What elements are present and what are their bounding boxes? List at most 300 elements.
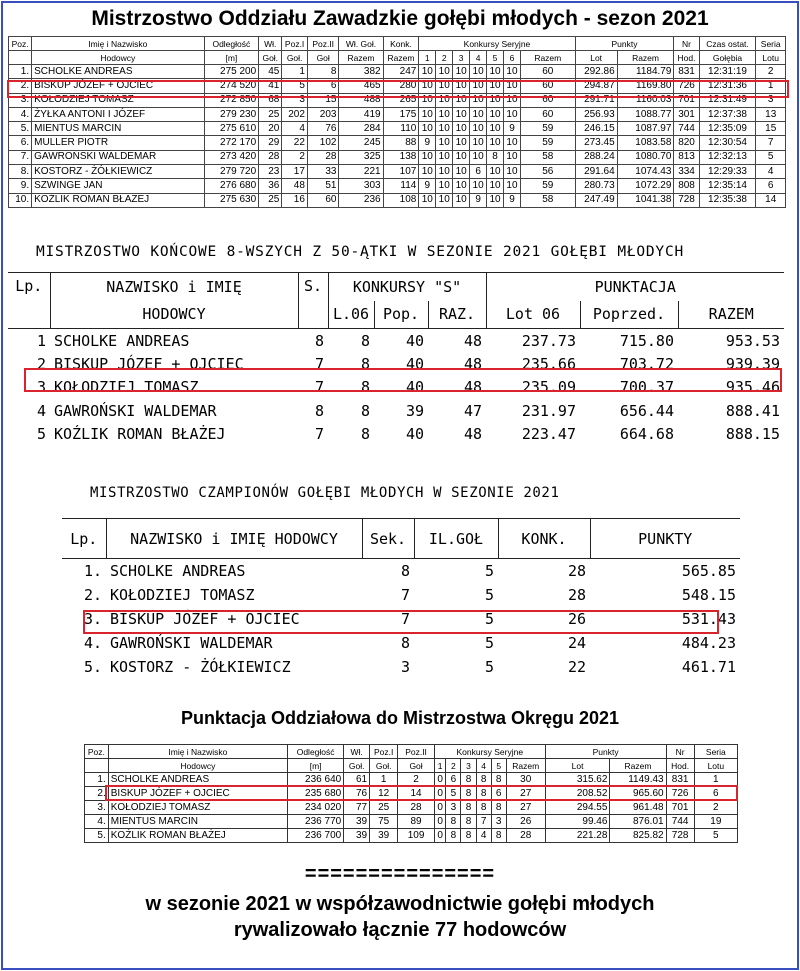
table-row bbox=[62, 559, 740, 583]
cell-poz2: 14 bbox=[398, 787, 435, 801]
cell-poz1: 75 bbox=[370, 815, 398, 829]
th-s6: 6 bbox=[504, 51, 521, 65]
table-oddzial bbox=[8, 36, 786, 208]
th2-raz: RAZ. bbox=[428, 301, 486, 329]
separator-line: =============== bbox=[304, 863, 496, 885]
cell-breeder-name: BISKUP JÓZEF + OJCIEC bbox=[108, 787, 287, 801]
cell-seria: 19 bbox=[694, 815, 737, 829]
cell-nr: 831 bbox=[674, 65, 699, 79]
cell-series-1: 9 bbox=[419, 179, 436, 193]
cell-punkty: 531.43 bbox=[681, 609, 736, 628]
th-empty bbox=[9, 51, 32, 65]
cell-lp: 3. bbox=[83, 609, 102, 628]
cell-series-total: 60 bbox=[520, 93, 575, 107]
cell-lot: 292.86 bbox=[575, 65, 617, 79]
cell-distance: 236 770 bbox=[288, 815, 344, 829]
cell-razem: 935.46 bbox=[725, 378, 780, 397]
cell-series-1: 10 bbox=[419, 93, 436, 107]
cell-konk: 108 bbox=[383, 193, 419, 207]
cell-nr: 831 bbox=[666, 773, 694, 787]
cell-punkty: 565.85 bbox=[681, 561, 736, 580]
th-odl: Odległość bbox=[204, 37, 259, 51]
table-row bbox=[9, 65, 786, 79]
cell-points-total: 1083.58 bbox=[617, 136, 674, 150]
cell-series-total: 27 bbox=[506, 787, 545, 801]
cell-nr: 301 bbox=[674, 107, 699, 121]
cell-series-1: 9 bbox=[419, 136, 436, 150]
cell-ilgol: 5 bbox=[484, 633, 494, 652]
cell-series-5: 10 bbox=[487, 179, 504, 193]
cell-nr: 813 bbox=[674, 150, 699, 164]
cell-poprzed: 703.72 bbox=[619, 354, 674, 373]
th-czas: Czas ostat. bbox=[699, 37, 756, 51]
cell-time: 12:31:49 bbox=[699, 93, 756, 107]
th4-imie: Imię i Nazwisko bbox=[108, 745, 287, 759]
cell-series-2: 10 bbox=[436, 165, 453, 179]
cell-distance: 275 630 bbox=[204, 193, 259, 207]
cell-points-total: 1160.03 bbox=[617, 93, 674, 107]
cell-points-total: 1184.79 bbox=[617, 65, 674, 79]
cell-konk: 24 bbox=[567, 633, 586, 652]
cell-seria: 4 bbox=[756, 165, 786, 179]
cell-series-5: 10 bbox=[487, 107, 504, 121]
cell-konk: 26 bbox=[567, 609, 586, 628]
table-row bbox=[85, 773, 738, 787]
cell-series-5: 10 bbox=[487, 122, 504, 136]
cell-pos: 2. bbox=[9, 79, 32, 93]
cell-wlgol: 325 bbox=[339, 150, 383, 164]
cell-l06: 8 bbox=[360, 331, 370, 350]
th-punkty: Punkty bbox=[575, 37, 674, 51]
cell-konk: 28 bbox=[567, 585, 586, 604]
table-row bbox=[8, 399, 784, 423]
cell-s: 8 bbox=[314, 401, 324, 420]
th4-wl: Wł. bbox=[344, 745, 370, 759]
cell-points-total: 1149.43 bbox=[610, 773, 666, 787]
cell-poz2: 15 bbox=[307, 93, 339, 107]
cell-series-3: 10 bbox=[453, 136, 470, 150]
cell-series-3: 10 bbox=[453, 107, 470, 121]
cell-series-total: 56 bbox=[520, 165, 575, 179]
cell-distance: 234 020 bbox=[288, 801, 344, 815]
cell-konk: 175 bbox=[383, 107, 419, 121]
cell-series-1: 10 bbox=[419, 122, 436, 136]
th3-sek: Sek. bbox=[362, 519, 414, 559]
cell-nr: 701 bbox=[666, 801, 694, 815]
footer-text-line2: rywalizowało łącznie 77 hodowców bbox=[233, 919, 567, 941]
cell-pos: 8. bbox=[9, 165, 32, 179]
cell-l06: 8 bbox=[360, 401, 370, 420]
cell-breeder-name: SCHOLKE ANDREAS bbox=[54, 331, 190, 350]
cell-poz2: 109 bbox=[398, 829, 435, 843]
cell-distance: 273 420 bbox=[204, 150, 259, 164]
table-mistrzostwo-koncowe bbox=[8, 272, 784, 446]
cell-series-2: 10 bbox=[436, 107, 453, 121]
cell-seria: 1 bbox=[756, 79, 786, 93]
cell-breeder-name: SCHOLKE ANDREAS bbox=[110, 561, 246, 580]
cell-series-5: 8 bbox=[491, 829, 506, 843]
table-row bbox=[62, 655, 740, 679]
table-punktacja-oddzialowa bbox=[84, 744, 738, 843]
th2-poprz: Poprzed. bbox=[580, 301, 678, 329]
cell-series-2: 10 bbox=[436, 179, 453, 193]
cell-poz2: 6 bbox=[307, 79, 339, 93]
footer-text-line1: w sezonie 2021 w współzawodnictwie gołębi młodych bbox=[145, 893, 655, 915]
cell-series-5: 10 bbox=[487, 165, 504, 179]
cell-series-2: 10 bbox=[436, 79, 453, 93]
cell-sek: 3 bbox=[400, 657, 410, 676]
cell-distance: 275 200 bbox=[204, 65, 259, 79]
cell-series-5: 10 bbox=[487, 65, 504, 79]
cell-series-1: 10 bbox=[419, 193, 436, 207]
cell-breeder-name: KOŁODZIEJ TOMASZ bbox=[108, 801, 287, 815]
th2-naz2: HODOWCY bbox=[50, 301, 298, 329]
cell-seria: 7 bbox=[756, 136, 786, 150]
cell-series-3: 10 bbox=[453, 65, 470, 79]
table-row bbox=[9, 93, 786, 107]
cell-series-total: 59 bbox=[520, 122, 575, 136]
th-poz2-unit: Goł bbox=[307, 51, 339, 65]
cell-konk: 138 bbox=[383, 150, 419, 164]
th-srazem: Razem bbox=[520, 51, 575, 65]
cell-pop: 40 bbox=[405, 331, 424, 350]
cell-series-4: 10 bbox=[470, 179, 487, 193]
cell-breeder-name: GAWROŃSKI WALDEMAR bbox=[32, 150, 204, 164]
th4-prazem: Razem bbox=[610, 759, 666, 773]
table-row bbox=[9, 150, 786, 164]
th4-s1: 1 bbox=[434, 759, 445, 773]
cell-seria: 3 bbox=[756, 93, 786, 107]
cell-lp: 2 bbox=[36, 354, 46, 373]
th-hodowcy: Hodowcy bbox=[32, 51, 204, 65]
cell-ilgol: 5 bbox=[484, 585, 494, 604]
cell-nr: 726 bbox=[666, 787, 694, 801]
cell-series-4: 8 bbox=[476, 773, 491, 787]
cell-poz1: 39 bbox=[370, 829, 398, 843]
th-wlgol-unit: Razem bbox=[339, 51, 383, 65]
cell-series-5: 6 bbox=[491, 787, 506, 801]
th2-lot: Lot 06 bbox=[486, 301, 580, 329]
cell-series-total: 59 bbox=[520, 136, 575, 150]
t2-title: MISTRZOSTWO KOŃCOWE 8-WSZYCH Z 50-ĄTKI W SEZONIE 2021 GOŁĘBI MŁODYCH bbox=[36, 244, 685, 260]
table-row bbox=[8, 329, 784, 353]
cell-poz2: 76 bbox=[307, 122, 339, 136]
cell-wl: 25 bbox=[259, 193, 282, 207]
cell-pos: 5. bbox=[85, 829, 109, 843]
cell-breeder-name: KOŹLIK ROMAN BŁAŻEJ bbox=[108, 829, 287, 843]
th-s4: 4 bbox=[470, 51, 487, 65]
section-title-okreg: Punktacja Oddziałowa do Mistrzostwa Okręgu 2021 bbox=[180, 708, 620, 728]
cell-konk: 265 bbox=[383, 93, 419, 107]
cell-pos: 4. bbox=[85, 815, 109, 829]
cell-pos: 7. bbox=[9, 150, 32, 164]
cell-points-total: 1072.29 bbox=[617, 179, 674, 193]
cell-points-total: 965.60 bbox=[610, 787, 666, 801]
cell-pos: 2. bbox=[85, 787, 109, 801]
cell-seria: 5 bbox=[694, 829, 737, 843]
cell-series-6: 10 bbox=[504, 79, 521, 93]
cell-poz1: 22 bbox=[282, 136, 308, 150]
cell-konk: 110 bbox=[383, 122, 419, 136]
cell-lot: 291.71 bbox=[575, 93, 617, 107]
cell-series-2: 10 bbox=[436, 93, 453, 107]
cell-nr: 744 bbox=[666, 815, 694, 829]
cell-nr: 728 bbox=[666, 829, 694, 843]
cell-raz: 47 bbox=[463, 401, 482, 420]
cell-wl: 20 bbox=[259, 122, 282, 136]
th-poz1-unit: Goł. bbox=[282, 51, 308, 65]
cell-breeder-name: BISKUP JÓZEF + OJCIEC bbox=[110, 609, 300, 628]
th-seria-unit: Lotu bbox=[756, 51, 786, 65]
cell-lot: 294.55 bbox=[545, 801, 610, 815]
cell-seria: 6 bbox=[694, 787, 737, 801]
cell-points-total: 1169.80 bbox=[617, 79, 674, 93]
th2-lp: Lp. bbox=[15, 277, 43, 295]
cell-distance: 235 680 bbox=[288, 787, 344, 801]
th-poz2: Poz.II bbox=[307, 37, 339, 51]
cell-ilgol: 5 bbox=[484, 609, 494, 628]
th-wlgol: Wł. Goł. bbox=[339, 37, 383, 51]
cell-pos: 10. bbox=[9, 193, 32, 207]
th4-srazem: Razem bbox=[506, 759, 545, 773]
cell-points-total: 1074.43 bbox=[617, 165, 674, 179]
cell-poz1: 17 bbox=[282, 165, 308, 179]
cell-lot: 273.45 bbox=[575, 136, 617, 150]
table-row bbox=[62, 607, 740, 631]
cell-series-total: 30 bbox=[506, 773, 545, 787]
th-s2: 2 bbox=[436, 51, 453, 65]
table-row bbox=[62, 583, 740, 607]
cell-distance: 279 720 bbox=[204, 165, 259, 179]
cell-lot: 256.93 bbox=[575, 107, 617, 121]
cell-points-total: 825.82 bbox=[610, 829, 666, 843]
cell-nr: 726 bbox=[674, 79, 699, 93]
cell-wl: 28 bbox=[259, 150, 282, 164]
cell-series-5: 10 bbox=[487, 136, 504, 150]
th-s1: 1 bbox=[419, 51, 436, 65]
cell-series-3: 10 bbox=[453, 150, 470, 164]
cell-series-1: 0 bbox=[434, 773, 445, 787]
cell-series-2: 10 bbox=[436, 122, 453, 136]
cell-breeder-name: MIENTUS MARCIN bbox=[32, 122, 204, 136]
cell-pop: 39 bbox=[405, 401, 424, 420]
cell-punkty: 484.23 bbox=[681, 633, 736, 652]
cell-nr: 334 bbox=[674, 165, 699, 179]
th4-nr: Nr bbox=[666, 745, 694, 759]
cell-wl: 41 bbox=[259, 79, 282, 93]
th4-poz: Poz. bbox=[85, 745, 109, 759]
cell-series-3: 8 bbox=[461, 815, 476, 829]
cell-points-total: 876.01 bbox=[610, 815, 666, 829]
th4-poz2: Poz.II bbox=[398, 745, 435, 759]
cell-breeder-name: KOŁODZIEJ TOMASZ bbox=[54, 378, 199, 397]
th-poz: Poz. bbox=[9, 37, 32, 51]
cell-breeder-name: SZWINGE JAN bbox=[32, 179, 204, 193]
th4-punkty: Punkty bbox=[545, 745, 666, 759]
th-wl-unit: Goł. bbox=[259, 51, 282, 65]
cell-wl: 29 bbox=[259, 136, 282, 150]
th-czas-unit: Gołębia bbox=[699, 51, 756, 65]
cell-seria: 2 bbox=[694, 801, 737, 815]
cell-lot06: 231.97 bbox=[521, 401, 576, 420]
th-prazem: Razem bbox=[617, 51, 674, 65]
cell-poz1: 12 bbox=[370, 787, 398, 801]
cell-time: 12:35:14 bbox=[699, 179, 756, 193]
cell-pos: 3. bbox=[9, 93, 32, 107]
th4-seryjne: Konkursy Seryjne bbox=[434, 745, 545, 759]
cell-seria: 15 bbox=[756, 122, 786, 136]
th4-seria-unit: Lotu bbox=[694, 759, 737, 773]
cell-series-1: 0 bbox=[434, 815, 445, 829]
page-title: Mistrzostwo Oddziału Zawadzkie gołębi młodych - sezon 2021 bbox=[91, 7, 709, 30]
th2-razem: RAZEM bbox=[678, 301, 784, 329]
th-seria: Seria bbox=[756, 37, 786, 51]
cell-breeder-name: GAWROŃSKI WALDEMAR bbox=[54, 401, 217, 420]
table-row bbox=[9, 107, 786, 121]
th2-punkt: PUNKTACJA bbox=[486, 273, 784, 301]
cell-wl: 68 bbox=[259, 93, 282, 107]
cell-series-2: 8 bbox=[446, 815, 461, 829]
cell-series-4: 7 bbox=[476, 815, 491, 829]
cell-sek: 7 bbox=[400, 585, 410, 604]
cell-series-6: 9 bbox=[504, 122, 521, 136]
cell-poz1: 1 bbox=[282, 65, 308, 79]
cell-s: 7 bbox=[314, 354, 324, 373]
cell-series-2: 8 bbox=[446, 829, 461, 843]
table-row bbox=[8, 352, 784, 376]
cell-breeder-name: MIENTUS MARCIN bbox=[108, 815, 287, 829]
cell-series-3: 10 bbox=[453, 122, 470, 136]
cell-s: 7 bbox=[314, 378, 324, 397]
cell-poz2: 102 bbox=[307, 136, 339, 150]
cell-wl: 25 bbox=[259, 107, 282, 121]
th3-naz: NAZWISKO i IMIĘ HODOWCY bbox=[106, 519, 362, 559]
th-s3: 3 bbox=[453, 51, 470, 65]
table-row bbox=[9, 136, 786, 150]
cell-series-3: 8 bbox=[461, 801, 476, 815]
cell-points-total: 1041.38 bbox=[617, 193, 674, 207]
cell-series-3: 10 bbox=[453, 193, 470, 207]
cell-seria: 5 bbox=[756, 150, 786, 164]
cell-wl: 45 bbox=[259, 65, 282, 79]
th4-odl-unit: [m] bbox=[288, 759, 344, 773]
cell-razem: 888.41 bbox=[725, 401, 780, 420]
cell-wl: 77 bbox=[344, 801, 370, 815]
cell-distance: 276 680 bbox=[204, 179, 259, 193]
cell-seria: 14 bbox=[756, 193, 786, 207]
cell-series-total: 28 bbox=[506, 829, 545, 843]
cell-series-3: 8 bbox=[461, 773, 476, 787]
cell-series-4: 9 bbox=[470, 193, 487, 207]
cell-wl: 76 bbox=[344, 787, 370, 801]
cell-poz2: 51 bbox=[307, 179, 339, 193]
cell-series-2: 3 bbox=[446, 801, 461, 815]
th4-poz1: Poz.I bbox=[370, 745, 398, 759]
th-poz1: Poz.I bbox=[282, 37, 308, 51]
th-s5: 5 bbox=[487, 51, 504, 65]
table-row bbox=[9, 165, 786, 179]
cell-nr: 701 bbox=[674, 93, 699, 107]
cell-poz1: 1 bbox=[370, 773, 398, 787]
cell-breeder-name: BISKUP JÓZEF + OJCIEC bbox=[54, 354, 244, 373]
cell-breeder-name: KOŹLIK ROMAN BŁAŻEJ bbox=[32, 193, 204, 207]
th2-konk: KONKURSY "S" bbox=[328, 273, 486, 301]
cell-sek: 8 bbox=[400, 561, 410, 580]
cell-pop: 40 bbox=[405, 354, 424, 373]
cell-lot06: 223.47 bbox=[521, 425, 576, 444]
cell-konk: 28 bbox=[567, 561, 586, 580]
cell-breeder-name: BISKUP JÓZEF + OJCIEC bbox=[32, 79, 204, 93]
cell-wl: 39 bbox=[344, 829, 370, 843]
cell-wlgol: 382 bbox=[339, 65, 383, 79]
th-wl: Wł. bbox=[259, 37, 282, 51]
cell-series-6: 10 bbox=[504, 179, 521, 193]
cell-series-total: 59 bbox=[520, 179, 575, 193]
cell-series-1: 0 bbox=[434, 829, 445, 843]
cell-series-1: 10 bbox=[419, 165, 436, 179]
cell-lp: 2. bbox=[83, 585, 102, 604]
cell-series-6: 10 bbox=[504, 93, 521, 107]
cell-series-total: 26 bbox=[506, 815, 545, 829]
cell-series-2: 10 bbox=[436, 136, 453, 150]
table-czampionow bbox=[62, 518, 740, 679]
th-odl-unit: [m] bbox=[204, 51, 259, 65]
cell-wlgol: 303 bbox=[339, 179, 383, 193]
cell-time: 12:29:33 bbox=[699, 165, 756, 179]
cell-konk: 22 bbox=[567, 657, 586, 676]
cell-series-5: 10 bbox=[487, 79, 504, 93]
cell-wlgol: 465 bbox=[339, 79, 383, 93]
table-row bbox=[85, 787, 738, 801]
table-row bbox=[9, 179, 786, 193]
cell-series-4: 10 bbox=[470, 79, 487, 93]
cell-konk: 88 bbox=[383, 136, 419, 150]
cell-series-4: 10 bbox=[470, 107, 487, 121]
cell-series-6: 10 bbox=[504, 150, 521, 164]
cell-series-3: 10 bbox=[453, 179, 470, 193]
cell-l06: 8 bbox=[360, 425, 370, 444]
cell-time: 12:37:38 bbox=[699, 107, 756, 121]
cell-poz1: 2 bbox=[282, 150, 308, 164]
cell-wlgol: 221 bbox=[339, 165, 383, 179]
cell-series-4: 4 bbox=[476, 829, 491, 843]
cell-breeder-name: ŻYŁKA ANTONI I JÓZEF bbox=[32, 107, 204, 121]
cell-lp: 4 bbox=[36, 401, 46, 420]
cell-raz: 48 bbox=[463, 331, 482, 350]
cell-wlgol: 419 bbox=[339, 107, 383, 121]
th4-nr-unit: Hod. bbox=[666, 759, 694, 773]
cell-series-5: 8 bbox=[487, 150, 504, 164]
cell-series-total: 60 bbox=[520, 65, 575, 79]
th2-s: S. bbox=[298, 273, 328, 329]
cell-lp: 5. bbox=[83, 657, 102, 676]
cell-series-4: 6 bbox=[470, 165, 487, 179]
cell-pop: 40 bbox=[405, 425, 424, 444]
cell-poz2: 33 bbox=[307, 165, 339, 179]
th4-poz1-unit: Goł. bbox=[370, 759, 398, 773]
cell-breeder-name: KOSTORZ - ŻÓŁKIEWICZ bbox=[110, 657, 291, 676]
table-row bbox=[9, 122, 786, 136]
cell-wl: 36 bbox=[259, 179, 282, 193]
cell-lot: 294.87 bbox=[575, 79, 617, 93]
cell-series-6: 10 bbox=[504, 136, 521, 150]
cell-pos: 4. bbox=[9, 107, 32, 121]
cell-poprzed: 664.68 bbox=[619, 425, 674, 444]
cell-poz1: 3 bbox=[282, 93, 308, 107]
cell-distance: 275 610 bbox=[204, 122, 259, 136]
cell-distance: 236 700 bbox=[288, 829, 344, 843]
cell-series-6: 9 bbox=[504, 193, 521, 207]
